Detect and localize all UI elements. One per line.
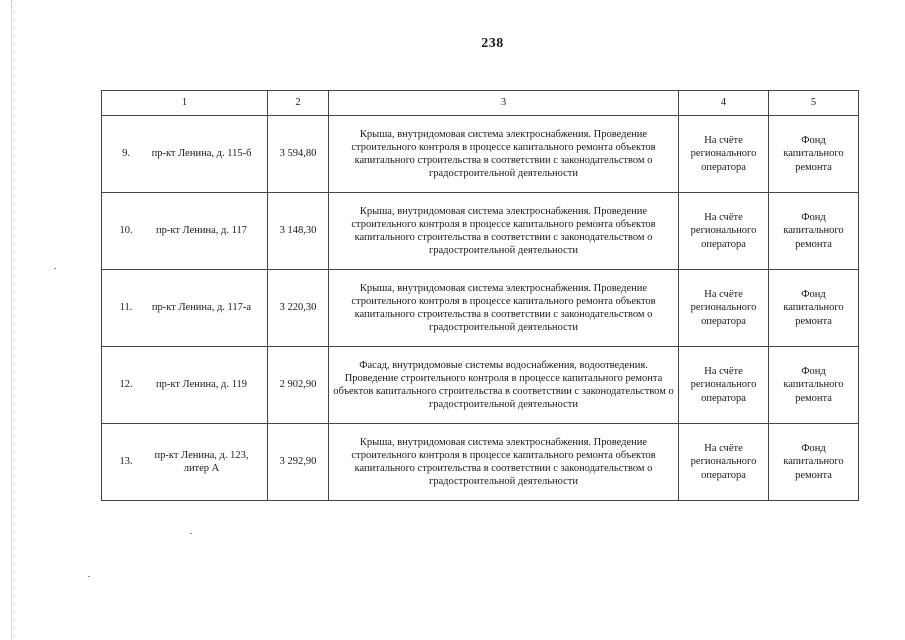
- fund-cell: Фонд капитального ремонта: [769, 270, 859, 347]
- table-row: [102, 193, 859, 270]
- address-text: пр-кт Ленина, д. 123, литер А: [154, 449, 249, 474]
- works-cell: Крыша, внутридомовая система электроснабжения. Проведение строительного контроля в процессе капитального ремонта объектов капитального строительства в соответствии с законодательством о градостроительной деятельности: [329, 193, 679, 270]
- table-row: [102, 270, 859, 347]
- works-cell: Крыша, внутридомовая система электроснабжения. Проведение строительного контроля в процессе капитального ремонта объектов капитального строительства в соответствии с законодательством о градостроительной деятельности: [329, 116, 679, 193]
- header-col-1: 1: [102, 91, 268, 116]
- header-col-5: 5: [769, 91, 859, 116]
- address-cell: [102, 116, 268, 193]
- area-cell: 3 594,80: [268, 116, 329, 193]
- account-cell: На счёте регионального оператора: [679, 347, 769, 424]
- works-cell: Фасад, внутридомовые системы водоснабжения, водоотведения. Проведение строительного контроля в процессе капитального ремонта объектов капитального строительства в соответствии с законодательством о градостроительной деятельности: [329, 347, 679, 424]
- header-col-3: 3: [329, 91, 679, 116]
- works-cell: Крыша, внутридомовая система электроснабжения. Проведение строительного контроля в процессе капитального ремонта объектов капитального строительства в соответствии с законодательством о градостроительной деятельности: [329, 270, 679, 347]
- area-cell: 3 220,30: [268, 270, 329, 347]
- row-number: 13.: [119, 456, 133, 468]
- area-cell: 3 148,30: [268, 193, 329, 270]
- address-text: пр-кт Ленина, д. 117-а: [151, 302, 252, 314]
- scan-speck: [190, 533, 192, 534]
- row-number: 9.: [122, 148, 130, 160]
- account-cell: На счёте регионального оператора: [679, 116, 769, 193]
- area-cell: 3 292,90: [268, 424, 329, 501]
- address-cell: [102, 193, 268, 270]
- table-row: [102, 347, 859, 424]
- fund-cell: Фонд капитального ремонта: [769, 116, 859, 193]
- fund-cell: Фонд капитального ремонта: [769, 193, 859, 270]
- scan-speck: [54, 268, 56, 269]
- account-cell: На счёте регионального оператора: [679, 193, 769, 270]
- scan-speck: [88, 576, 90, 577]
- fund-cell: Фонд капитального ремонта: [769, 424, 859, 501]
- header-col-4: 4: [679, 91, 769, 116]
- works-table: [101, 90, 859, 501]
- scan-edge-left: [11, 0, 12, 640]
- account-cell: На счёте регионального оператора: [679, 270, 769, 347]
- header-row: [102, 91, 859, 116]
- page-number: 238: [481, 36, 504, 51]
- address-cell: [102, 424, 268, 501]
- area-cell: 2 902,90: [268, 347, 329, 424]
- account-cell: На счёте регионального оператора: [679, 424, 769, 501]
- row-number: 12.: [119, 379, 133, 391]
- address-text: пр-кт Ленина, д. 117: [156, 225, 247, 237]
- table-row: [102, 424, 859, 501]
- address-cell: [102, 347, 268, 424]
- row-number: 11.: [119, 302, 133, 314]
- row-number: 10.: [119, 225, 133, 237]
- table-row: [102, 116, 859, 193]
- address-text: пр-кт Ленина, д. 119: [156, 379, 247, 391]
- fund-cell: Фонд капитального ремонта: [769, 347, 859, 424]
- address-text: пр-кт Ленина, д. 115-б: [151, 148, 252, 160]
- header-col-2: 2: [268, 91, 329, 116]
- works-cell: Крыша, внутридомовая система электроснабжения. Проведение строительного контроля в процессе капитального ремонта объектов капитального строительства в соответствии с законодательством о градостроительной деятельности: [329, 424, 679, 501]
- address-cell: [102, 270, 268, 347]
